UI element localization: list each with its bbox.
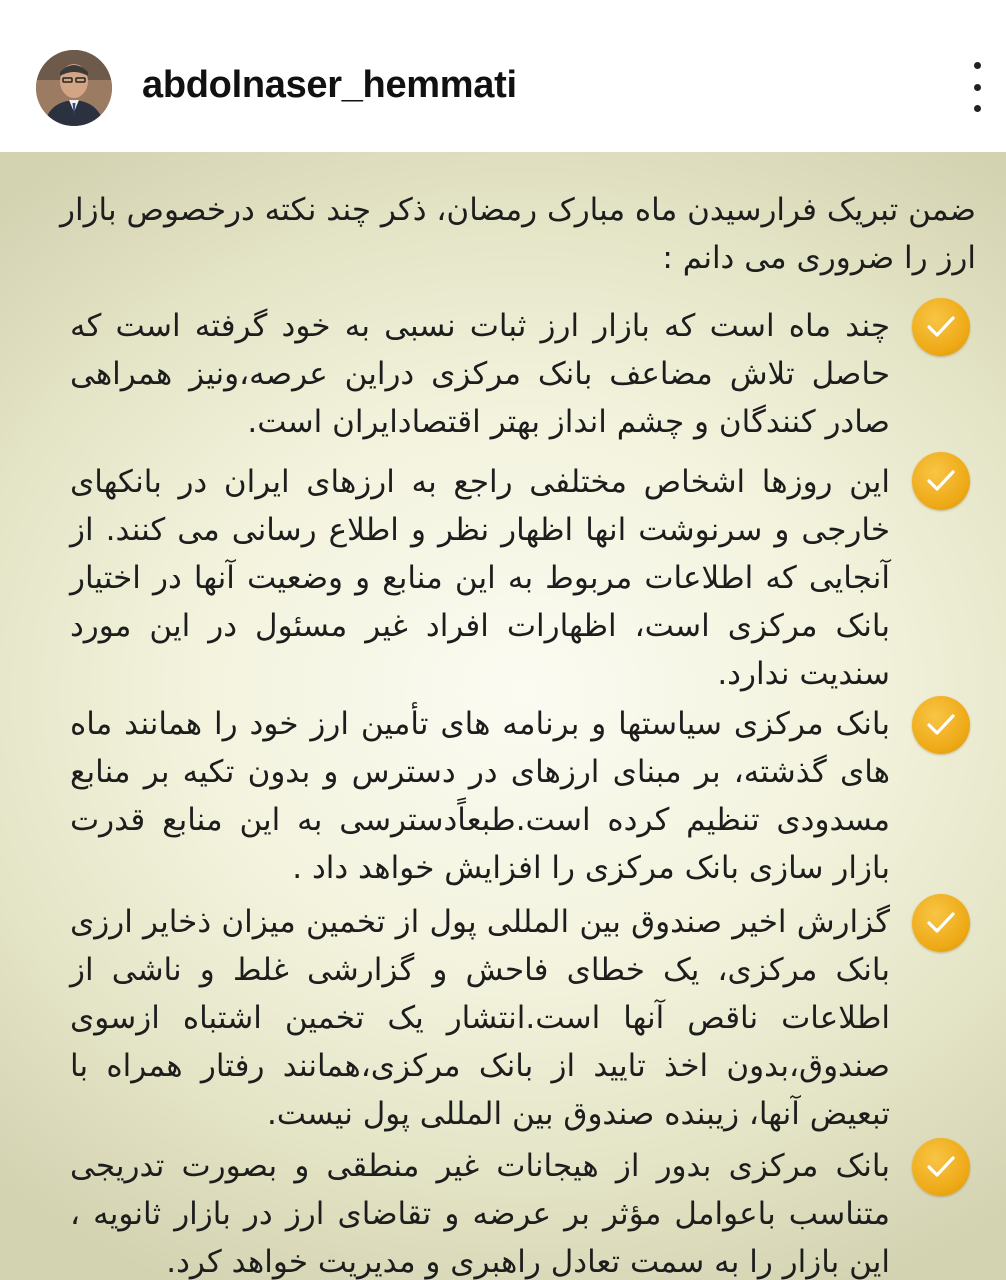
bullet-text: این روزها اشخاص مختلفی راجع به ارزهای ایران در بانکهای خارجی و سرنوشت انها اظهار نظر و اطلاع رسانی می کنند. از آنجایی که اطلاعات مربوط به این منابع و وضعیت آنها در اختیار بانک مرکزی است، اظهارات افراد غیر مسئول در این مورد سندیت ندارد.	[70, 464, 890, 692]
check-circle-icon	[912, 452, 970, 510]
bullet-text: بانک مرکزی بدور از هیجانات غیر منطقی و بصورت تدریجی متناسب باعوامل مؤثر بر عرضه و تقاضای ارز در بازار ثانویه ، این بازار را به سمت تعادل راهبری و مدیریت خواهد کرد.	[70, 1148, 890, 1280]
check-circle-icon	[912, 298, 970, 356]
check-circle-icon	[912, 1138, 970, 1196]
check-circle-icon	[912, 696, 970, 754]
avatar[interactable]	[36, 50, 112, 126]
avatar-photo-icon	[36, 50, 112, 126]
post-image[interactable]	[0, 152, 1006, 1280]
post-intro: ضمن تبریک فرارسیدن ماه مبارک رمضان، ذکر چند نکته درخصوص بازار ارز را ضروری می دانم :	[60, 192, 976, 276]
check-circle-icon	[912, 894, 970, 952]
more-vertical-icon	[974, 62, 981, 69]
username[interactable]: abdolnaser_hemmati	[142, 64, 517, 106]
bullet-text: گزارش اخیر صندوق بین المللی پول از تخمین میزان ذخایر ارزی بانک مرکزی، یک خطای فاحش و گزارشی غلط و ناشی از اطلاعات ناقص آنها است.انتشار یک تخمین اشتباه ازسوی صندوق،بدون اخذ تایید از بانک مرکزی،همانند رفتار همراه با تبعیض آنها، زیبنده صندوق بین المللی پول نیست.	[70, 904, 890, 1132]
post-header	[0, 0, 1006, 152]
more-options-button[interactable]	[960, 62, 994, 112]
bullet-text: چند ماه است که بازار ارز ثبات نسبی به خود گرفته است که حاصل تلاش مضاعف بانک مرکزی دراین عرصه،ونیز همراهی صادر کنندگان و چشم انداز بهتر اقتصادایران است.	[70, 308, 890, 440]
bullet-text: بانک مرکزی سیاستها و برنامه های تأمین ارز خود را همانند ماه های گذشته، بر مبنای ارزهای در دسترس و بدون تکیه بر منابع مسدودی تنظیم کرده است.طبعاًدسترسی به این منابع قدرت بازار سازی بانک مرکزی را افزایش خواهد داد .	[70, 706, 890, 886]
